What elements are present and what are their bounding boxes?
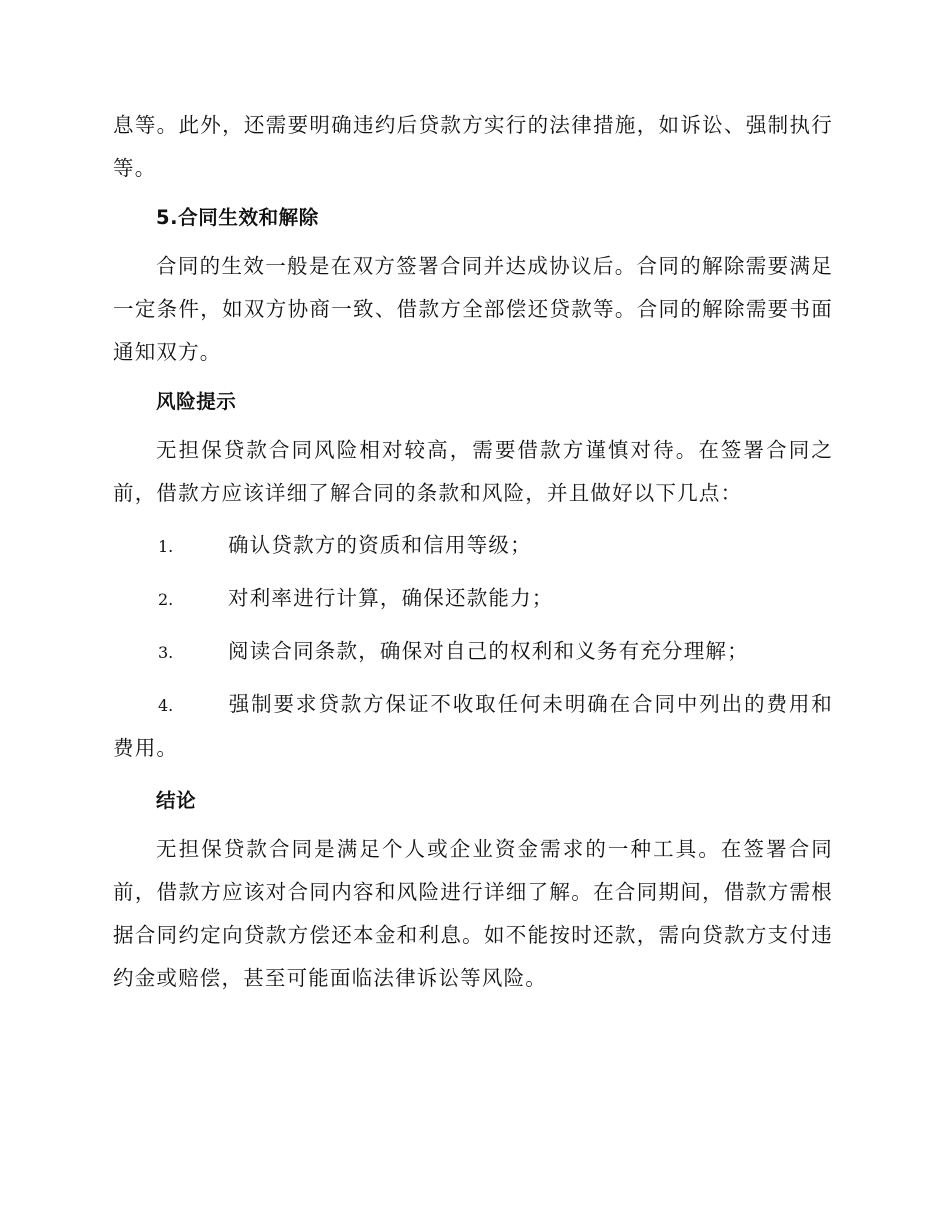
list-item (113, 577, 833, 621)
list-item (113, 630, 833, 674)
list-item-text: 阅读合同条款，确保对自己的权利和义务有充分理解； (228, 639, 749, 663)
list-item-number: 4. (158, 696, 174, 715)
section-paragraph-conclusion: 无担保贷款合同是满足个人或企业资金需求的一种工具。在签署合同前，借款方应该对合同内容和风险进行详细了解。在合同期间，借款方需根据合同约定向贷款方偿还本金和利息。如不能按时还款，需向贷款方支付违约金或赔偿，甚至可能面临法律诉讼等风险。 (113, 837, 833, 990)
list-item-number: 2. (158, 590, 174, 609)
section-heading-contract-effect: 5.合同生效和解除 (156, 206, 319, 229)
list-item-number: 1. (158, 537, 174, 556)
list-item-text: 强制要求贷款方保证不收取任何未明确在合同中列出的费用和费用。 (113, 692, 833, 760)
list-item-number: 3. (158, 643, 174, 662)
section-heading-risk: 风险提示 (156, 390, 237, 413)
list-item (113, 524, 833, 568)
list-item-text: 对利率进行计算，确保还款能力； (228, 586, 554, 610)
intro-paragraph: 息等。此外，还需要明确违约后贷款方实行的法律措施，如诉讼、强制执行等。 (113, 113, 833, 180)
section-heading-conclusion: 结论 (156, 789, 197, 812)
document-body (113, 104, 833, 1000)
list-item-text: 确认贷款方的资质和信用等级； (228, 533, 532, 557)
section-paragraph-risk: 无担保贷款合同风险相对较高，需要借款方谨慎对待。在签署合同之前，借款方应该详细了解合同的条款和风险，并且做好以下几点： (113, 438, 833, 505)
list-item (113, 683, 833, 770)
section-paragraph-contract-effect: 合同的生效一般是在双方签署合同并达成协议后。合同的解除需要满足一定条件，如双方协商一致、借款方全部偿还贷款等。合同的解除需要书面通知双方。 (113, 254, 833, 364)
